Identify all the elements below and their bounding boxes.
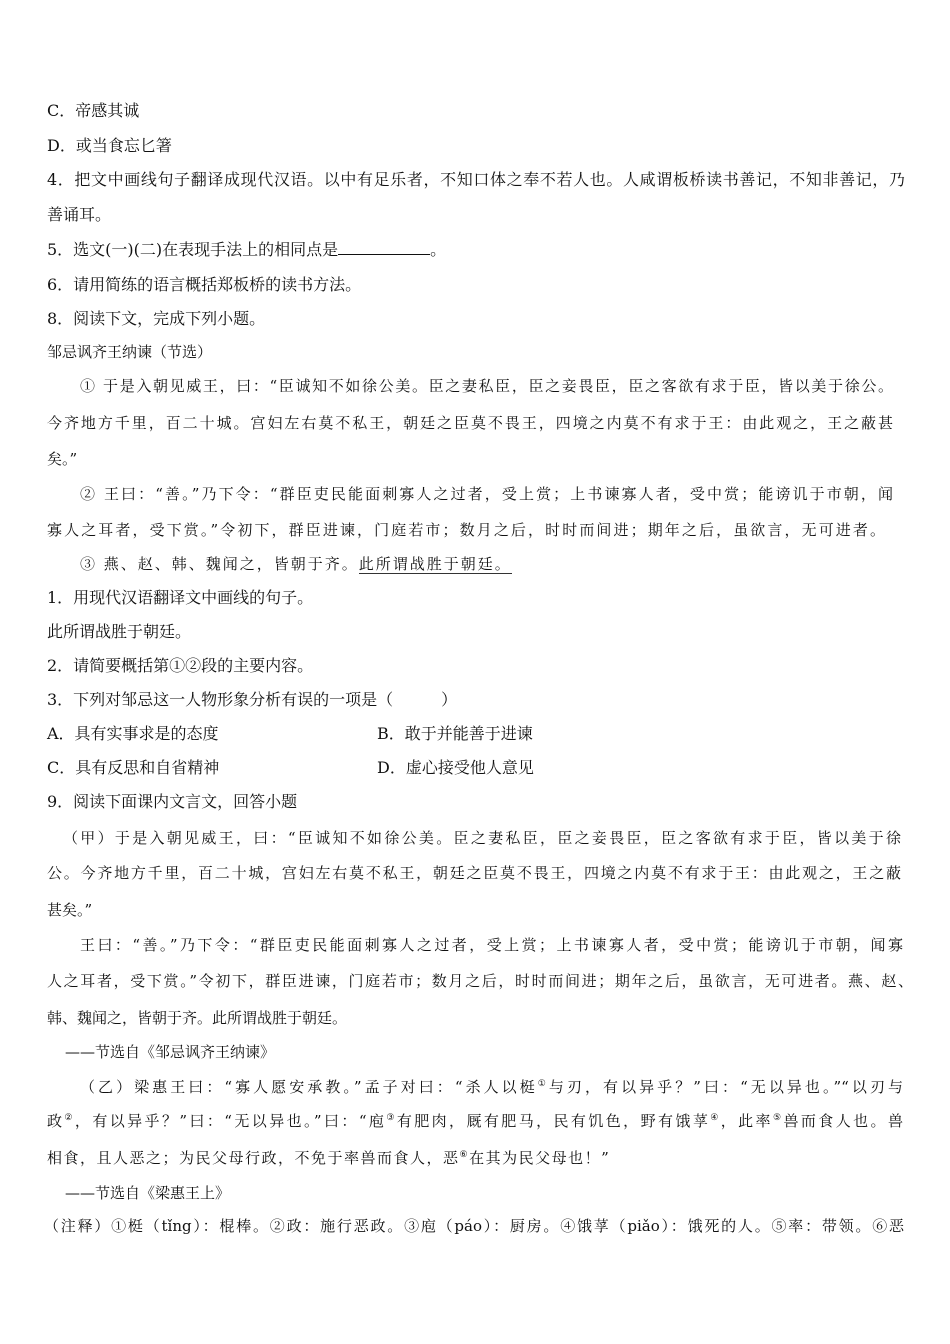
passage-line: 公。今齐地方千里，百二十城，宫妇左右莫不私王，朝廷之臣莫不畏王，四境之内莫不有求于王：由此观之，王之蔽 <box>47 864 901 882</box>
passage-text: ，有以异乎？”曰：“无以异也。”曰：“庖 <box>74 1112 387 1130</box>
passage-text: 相食，且人恶之；为民父母行政，不免于率兽而食人，恶 <box>47 1149 460 1167</box>
passage-line: 韩、魏闻之，皆朝于齐。此所谓战胜于朝廷。 <box>47 1009 348 1027</box>
option-d: D．虚心接受他人意见 <box>377 758 534 777</box>
footnote-ref: ② <box>64 1113 75 1123</box>
option-c: C．帝感其诚 <box>47 101 140 120</box>
source-citation: ——节选自《梁惠王上》 <box>65 1184 231 1202</box>
question-5 <box>47 240 446 260</box>
question-9: 9．阅读下面课内文言文，回答小题 <box>47 792 298 811</box>
passage-text: （乙）梁惠王曰：“寡人愿安承教。”孟子对曰：“杀人以梃 <box>80 1078 538 1096</box>
passage-text: 政 <box>47 1112 65 1130</box>
sub-question-1-sentence: 此所谓战胜于朝廷。 <box>47 622 192 641</box>
question-6: 6．请用简练的语言概括郑板桥的读书方法。 <box>47 275 362 294</box>
passage-line <box>47 1148 610 1168</box>
sub-question-2: 2．请简要概括第①②段的主要内容。 <box>47 656 314 675</box>
option-b: B．敢于并能善于进谏 <box>377 724 533 743</box>
option-a: A．具有实事求是的态度 <box>47 724 219 743</box>
passage-title: 邹忌讽齐王纳谏（节选） <box>47 343 213 361</box>
question-4-cont: 善诵耳。 <box>47 205 112 224</box>
q5-text: 5．选文(一)(二)在表现手法上的相同点是 <box>47 240 339 259</box>
passage-line: 甚矣。” <box>47 901 93 919</box>
passage-text: 在其为民父母也！” <box>469 1149 611 1167</box>
footnote-ref: ④ <box>710 1113 721 1123</box>
underlined-sentence: 此所谓战胜于朝廷。 <box>358 555 512 573</box>
answer-blank <box>338 240 430 255</box>
option-d: D．或当食忘匕箸 <box>47 136 172 155</box>
passage-line: 人之耳者，受下赏。”令初下，群臣进谏，门庭若市；数月之后，时时而间进；期年之后，虽欲言，无可进者。燕、赵、 <box>47 972 913 990</box>
passage-line: 今齐地方千里，百二十城。宫妇左右莫不私王，朝廷之臣莫不畏王，四境之内莫不有求于王：由此观之，王之蔽甚 <box>47 414 893 432</box>
passage-line <box>47 1111 903 1131</box>
footnote-ref: ⑥ <box>459 1150 470 1160</box>
option-c: C．具有反思和自省精神 <box>47 758 220 777</box>
question-4: 4．把文中画线句子翻译成现代汉语。以中有足乐者，不知口体之奉不若人也。人咸谓板桥读书善记，不知非善记，乃 <box>47 170 905 189</box>
passage-text: 有肥肉，厩有肥马，民有饥色，野有饿莩 <box>396 1112 711 1130</box>
passage-text: ，此率 <box>720 1112 773 1130</box>
passage-line: ① 于是入朝见威王，曰：“臣诚知不如徐公美。臣之妻私臣，臣之妾畏臣，臣之客欲有求于臣，皆以美于徐公。 <box>80 377 893 395</box>
q5-end: 。 <box>430 240 447 259</box>
passage-text: 与刃，有以异乎？”曰：“无以异也。”“以刃与 <box>548 1078 903 1096</box>
passage-line: ② 王曰：“善。”乃下令：“群臣吏民能面刺寡人之过者，受上赏；上书谏寡人者，受中赏；能谤讥于市朝，闻 <box>80 485 893 503</box>
passage-line: （甲）于是入朝见威王，曰：“臣诚知不如徐公美。臣之妻私臣，臣之妾畏臣，臣之客欲有求于臣，皆以美于徐 <box>63 829 901 847</box>
passage-line <box>80 1077 903 1097</box>
footnote-ref: ⑤ <box>772 1113 784 1123</box>
source-citation: ——节选自《邹忌讽齐王纳谏》 <box>65 1043 276 1061</box>
passage-line: 矣。” <box>47 450 78 468</box>
sub-question-1: 1．用现代汉语翻译文中画线的句子。 <box>47 588 314 607</box>
passage-line <box>80 554 512 574</box>
passage-line: 寡人之耳者，受下赏。”令初下，群臣进谏，门庭若市；数月之后，时时而间进；期年之后，虽欲言，无可进者。 <box>47 521 885 539</box>
footnote-ref: ③ <box>386 1113 397 1123</box>
annotations: （注释）①梃（tǐng）：棍棒。②政：施行恶政。③庖（páo）：厨房。④饿莩（piǎo）：饿死的人。⑤率：带领。⑥恶 <box>44 1217 904 1235</box>
footnote-ref: ① <box>537 1079 549 1089</box>
sub-question-3: 3．下列对邹忌这一人物形象分析有误的一项是（ ） <box>47 690 458 709</box>
passage-line: 王曰：“善。”乃下令：“群臣吏民能面刺寡人之过者，受上赏；上书谏寡人者，受中赏；能谤讥于市朝，闻寡 <box>80 936 903 954</box>
question-8: 8．阅读下文，完成下列小题。 <box>47 309 266 328</box>
passage-text: ③ 燕、赵、韩、魏闻之，皆朝于齐。 <box>80 555 359 573</box>
passage-text: 兽而食人也。兽 <box>783 1112 903 1130</box>
